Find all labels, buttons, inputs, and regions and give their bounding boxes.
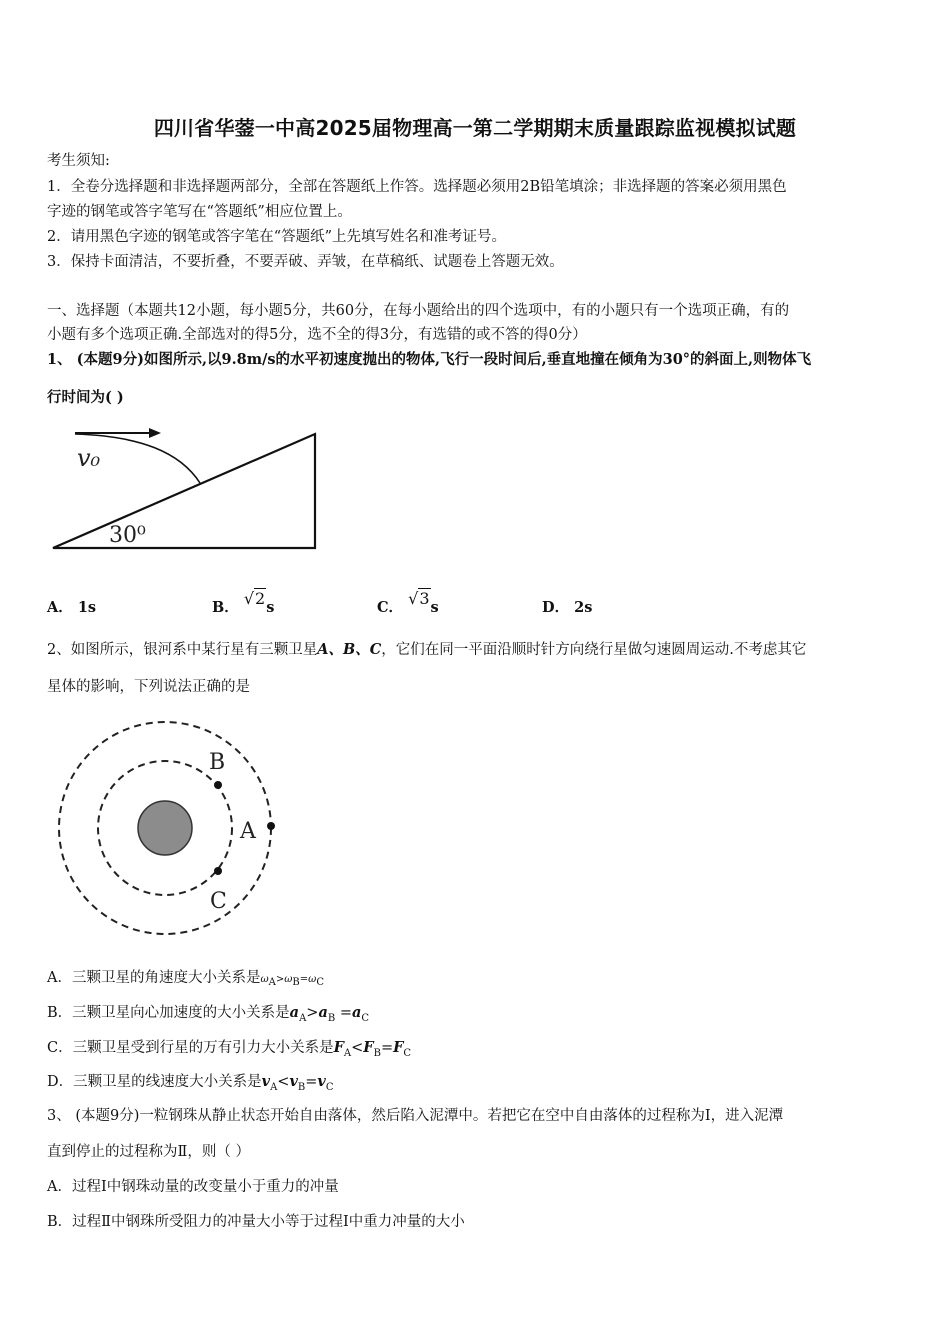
satellite-a: [267, 822, 275, 830]
sub-c: C: [403, 1047, 412, 1059]
section-heading-line2: 小题有多个选项正确.全部选对的得5分，选不全的得3分，有选错的或不答的得0分）: [47, 327, 587, 343]
omega-a: ω: [260, 974, 269, 985]
q3-stem-line2: 直到停止的过程称为Ⅱ，则（ ）: [47, 1144, 250, 1160]
op-gt: >: [306, 1005, 319, 1021]
sub-b: B: [292, 977, 300, 988]
section-heading-line1: 一、选择题（本题共12小题，每小题5分，共60分，在每小题给出的四个选项中，有的小题只有一个选项正确，有的: [47, 303, 790, 319]
q1-option-c-label: C．: [377, 599, 404, 616]
q2-stem-line1: [47, 640, 907, 660]
sub-c: C: [316, 977, 324, 988]
sub-a: A: [343, 1047, 352, 1059]
q1-option-c-unit: s: [430, 599, 439, 616]
q2-option-b-text: B．三颗卫星向心加速度的大小关系是: [47, 1005, 290, 1021]
q2-option-a[interactable]: [47, 968, 907, 993]
q3-option-a[interactable]: A．过程Ⅰ中钢珠动量的改变量小于重力的冲量: [47, 1179, 339, 1195]
notice-item-2: 2．请用黑色字迹的钢笔或答字笔在“答题纸”上先填写姓名和准考证号。: [47, 229, 507, 245]
page-title: 四川省华蓥一中高2025届物理高一第二学期期末质量跟踪监视模拟试题: [153, 116, 797, 140]
planet: [138, 801, 192, 855]
op-lt: <: [277, 1074, 290, 1090]
op-eq: =: [305, 1074, 318, 1090]
q3-stem-line1: 3、 (本题9分)一粒钢珠从静止状态开始自由落体，然后陷入泥潭中。若把它在空中自由落体的过程称为Ⅰ，进入泥潭: [47, 1108, 784, 1124]
q1-option-b-label: B．: [212, 599, 239, 616]
q2-stem-satellites: A、B、C: [317, 641, 382, 658]
q1-option-a[interactable]: [47, 596, 96, 617]
q2-stem-post: ，它们在同一平面沿顺时针方向绕行星做匀速圆周运动.不考虑其它: [381, 642, 807, 658]
label-a: A: [240, 819, 256, 844]
satellite-b: [214, 781, 222, 789]
notice-heading: 考生须知:: [47, 153, 110, 169]
op-gt: >: [275, 974, 285, 985]
q1-option-d-text: 2s: [574, 599, 593, 616]
accel-a: a: [289, 1004, 300, 1021]
q2-option-d[interactable]: [47, 1072, 907, 1098]
q2-option-c[interactable]: [47, 1038, 907, 1064]
notice-item-1-cont: 字迹的钢笔或答字笔写在“答题纸”相应位置上。: [47, 204, 352, 220]
q1-stem-line2: 行时间为( ): [47, 389, 124, 406]
force-b: F: [363, 1039, 374, 1056]
q1-option-c-radicand: 3: [419, 589, 430, 608]
q3-option-b[interactable]: B．过程Ⅱ中钢珠所受阻力的冲量大小等于过程Ⅰ中重力冲量的大小: [47, 1214, 465, 1230]
vel-b: v: [289, 1073, 298, 1090]
sub-b: B: [373, 1047, 381, 1059]
notice-item-3: 3．保持卡面清洁，不要折叠，不要弄破、弄皱，在草稿纸、试题卷上答题无效。: [47, 254, 564, 270]
op-eq: =: [299, 974, 309, 985]
sqrt-2: √2: [243, 589, 266, 608]
sub-b: B: [327, 1012, 336, 1024]
q2-option-c-text: C．三颗卫星受到行星的万有引力大小关系是: [47, 1040, 334, 1056]
op-lt: <: [351, 1040, 364, 1056]
q2-stem-line2: 星体的影响，下列说法正确的是: [47, 679, 250, 695]
sub-c: C: [325, 1081, 334, 1093]
vel-a: v: [261, 1073, 271, 1090]
q1-options: [47, 590, 907, 618]
sub-a: A: [299, 1012, 307, 1024]
omega-b: ω: [284, 974, 293, 985]
sub-c: C: [361, 1012, 370, 1024]
q2-option-a-expr: [260, 974, 324, 988]
q2-option-b[interactable]: [47, 1003, 907, 1029]
force-a: F: [333, 1039, 344, 1056]
q1-option-d[interactable]: [542, 596, 592, 617]
q1-option-a-label: A．: [47, 599, 73, 616]
op-eq: =: [380, 1040, 394, 1056]
sub-a: A: [268, 977, 276, 988]
q1-stem-line1: 1、 (本题9分)如图所示,以9.8m/s的水平初速度抛出的物体,飞行一段时间后,垂直地撞在倾角为30°的斜面上,则物体飞: [47, 351, 812, 368]
satellite-c: [214, 867, 222, 875]
q1-incline-figure: [45, 422, 325, 557]
q1-option-d-label: D．: [542, 599, 570, 616]
force-c: F: [393, 1039, 404, 1056]
velocity-arrowhead: [149, 428, 161, 438]
op-eq: =: [335, 1005, 352, 1021]
omega-c: ω: [308, 974, 317, 985]
sub-a: A: [270, 1081, 278, 1093]
label-c: C: [210, 889, 227, 914]
q1-option-b[interactable]: [212, 589, 275, 617]
q1-option-b-radicand: 2: [255, 589, 266, 608]
velocity-label: v₀: [77, 444, 101, 472]
q2-stem-pre: 2、如图所示，银河系中某行星有三颗卫星: [47, 642, 318, 658]
accel-c: a: [351, 1004, 362, 1021]
notice-item-1: 1．全卷分选择题和非选择题两部分，全部在答题纸上作答。选择题必须用2B铅笔填涂；非选择题的答案必须用黑色: [47, 179, 787, 195]
accel-b: a: [318, 1004, 328, 1021]
sub-b: B: [297, 1081, 306, 1093]
q1-option-c[interactable]: [377, 589, 439, 617]
q2-option-a-text: A．三颗卫星的角速度大小关系是: [47, 970, 261, 986]
q1-option-b-unit: s: [266, 599, 275, 616]
q2-orbit-figure: [55, 718, 285, 943]
q1-option-a-text: 1s: [77, 599, 97, 616]
angle-label: 30⁰: [109, 523, 146, 548]
vel-c: v: [317, 1073, 326, 1090]
label-b: B: [209, 750, 226, 775]
q2-option-d-text: D．三颗卫星的线速度大小关系是: [47, 1074, 262, 1090]
sqrt-3: √3: [408, 589, 430, 608]
